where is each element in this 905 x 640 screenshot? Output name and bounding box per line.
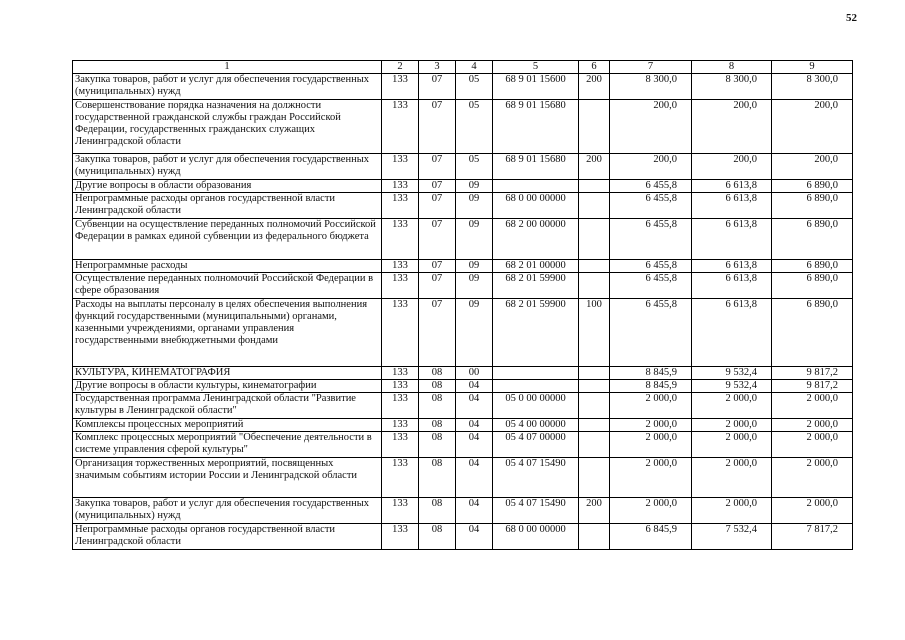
cell-col-6 (579, 458, 610, 498)
cell-col-9: 9 817,2 (772, 367, 853, 380)
cell-col-5 (493, 380, 579, 393)
cell-row-name: Государственная программа Ленинградской области "Развитие культуры в Ленинградской области" (73, 393, 382, 419)
table-row (73, 260, 853, 273)
cell-col-2: 133 (382, 367, 419, 380)
column-header: 2 (382, 61, 419, 74)
cell-col-3: 07 (419, 100, 456, 154)
cell-row-name: Непрограммные расходы (73, 260, 382, 273)
cell-col-8: 6 613,8 (692, 299, 772, 367)
cell-col-3: 08 (419, 524, 456, 550)
cell-col-8: 9 532,4 (692, 380, 772, 393)
column-header: 6 (579, 61, 610, 74)
cell-col-4: 04 (456, 380, 493, 393)
table-row (73, 193, 853, 219)
cell-col-8: 6 613,8 (692, 180, 772, 193)
cell-col-4: 09 (456, 299, 493, 367)
budget-table (72, 60, 853, 550)
table-row (73, 367, 853, 380)
cell-row-name: Другие вопросы в области образования (73, 180, 382, 193)
cell-col-8: 6 613,8 (692, 193, 772, 219)
cell-col-9: 6 890,0 (772, 273, 853, 299)
cell-col-7: 6 455,8 (610, 260, 692, 273)
cell-col-8: 6 613,8 (692, 273, 772, 299)
cell-col-5: 68 0 00 00000 (493, 524, 579, 550)
cell-col-4: 04 (456, 498, 493, 524)
cell-col-4: 09 (456, 260, 493, 273)
cell-col-4: 04 (456, 458, 493, 498)
cell-col-4: 04 (456, 419, 493, 432)
cell-col-6: 200 (579, 154, 610, 180)
column-header: 7 (610, 61, 692, 74)
cell-col-4: 04 (456, 393, 493, 419)
cell-col-2: 133 (382, 458, 419, 498)
cell-col-8: 7 532,4 (692, 524, 772, 550)
cell-col-7: 8 845,9 (610, 380, 692, 393)
cell-col-2: 133 (382, 260, 419, 273)
cell-col-6 (579, 273, 610, 299)
cell-col-3: 07 (419, 154, 456, 180)
cell-col-5: 05 4 07 15490 (493, 458, 579, 498)
cell-col-8: 2 000,0 (692, 419, 772, 432)
table-row (73, 380, 853, 393)
table-row (73, 419, 853, 432)
table-row (73, 458, 853, 498)
cell-col-9: 2 000,0 (772, 458, 853, 498)
cell-col-6: 200 (579, 498, 610, 524)
cell-col-2: 133 (382, 154, 419, 180)
cell-col-7: 2 000,0 (610, 458, 692, 498)
cell-col-3: 07 (419, 74, 456, 100)
page-number: 52 (846, 12, 857, 24)
cell-col-2: 133 (382, 498, 419, 524)
cell-col-7: 200,0 (610, 154, 692, 180)
cell-col-6 (579, 524, 610, 550)
cell-col-5: 68 9 01 15600 (493, 74, 579, 100)
table-row (73, 273, 853, 299)
cell-col-7: 6 455,8 (610, 219, 692, 260)
cell-col-7: 200,0 (610, 100, 692, 154)
header-row (73, 61, 853, 74)
cell-col-9: 200,0 (772, 154, 853, 180)
cell-col-5 (493, 180, 579, 193)
cell-row-name: Другие вопросы в области культуры, кинематографии (73, 380, 382, 393)
cell-col-2: 133 (382, 524, 419, 550)
cell-col-4: 04 (456, 524, 493, 550)
cell-col-3: 08 (419, 367, 456, 380)
cell-col-9: 7 817,2 (772, 524, 853, 550)
cell-col-5: 68 0 00 00000 (493, 193, 579, 219)
cell-row-name: Закупка товаров, работ и услуг для обеспечения государственных (муниципальных) нужд (73, 74, 382, 100)
cell-col-7: 2 000,0 (610, 432, 692, 458)
cell-col-6 (579, 260, 610, 273)
cell-col-3: 07 (419, 180, 456, 193)
cell-col-8: 200,0 (692, 154, 772, 180)
cell-col-2: 133 (382, 100, 419, 154)
cell-col-8: 2 000,0 (692, 498, 772, 524)
cell-col-4: 09 (456, 219, 493, 260)
cell-col-2: 133 (382, 219, 419, 260)
cell-row-name: Субвенции на осуществление переданных полномочий Российской Федерации в рамках единой субвенции из федерального бюджета (73, 219, 382, 260)
table-row (73, 432, 853, 458)
cell-col-4: 09 (456, 273, 493, 299)
cell-col-7: 6 455,8 (610, 180, 692, 193)
cell-col-5: 68 2 01 59900 (493, 273, 579, 299)
cell-col-7: 8 845,9 (610, 367, 692, 380)
cell-col-8: 8 300,0 (692, 74, 772, 100)
column-header: 9 (772, 61, 853, 74)
cell-col-4: 09 (456, 180, 493, 193)
table-row (73, 219, 853, 260)
cell-col-9: 2 000,0 (772, 393, 853, 419)
cell-col-6 (579, 193, 610, 219)
column-header: 1 (73, 61, 382, 74)
cell-row-name: Закупка товаров, работ и услуг для обеспечения государственных (муниципальных) нужд (73, 154, 382, 180)
cell-row-name: Закупка товаров, работ и услуг для обеспечения государственных (муниципальных) нужд (73, 498, 382, 524)
table-row (73, 100, 853, 154)
cell-col-9: 2 000,0 (772, 419, 853, 432)
table-row (73, 498, 853, 524)
table-row (73, 299, 853, 367)
cell-col-7: 6 455,8 (610, 273, 692, 299)
cell-col-6 (579, 432, 610, 458)
cell-col-8: 9 532,4 (692, 367, 772, 380)
cell-col-6 (579, 100, 610, 154)
cell-col-5: 68 2 00 00000 (493, 219, 579, 260)
cell-col-9: 6 890,0 (772, 180, 853, 193)
cell-col-6 (579, 419, 610, 432)
cell-col-8: 2 000,0 (692, 432, 772, 458)
cell-col-8: 6 613,8 (692, 260, 772, 273)
cell-col-9: 2 000,0 (772, 498, 853, 524)
cell-row-name: Осуществление переданных полномочий Российской Федерации в сфере образования (73, 273, 382, 299)
cell-col-4: 05 (456, 100, 493, 154)
cell-col-5: 05 0 00 00000 (493, 393, 579, 419)
cell-col-3: 08 (419, 419, 456, 432)
cell-col-5: 05 4 07 15490 (493, 498, 579, 524)
cell-col-6: 200 (579, 74, 610, 100)
cell-col-5: 68 9 01 15680 (493, 100, 579, 154)
column-header: 5 (493, 61, 579, 74)
cell-col-6 (579, 393, 610, 419)
cell-col-2: 133 (382, 432, 419, 458)
cell-col-8: 6 613,8 (692, 219, 772, 260)
table-row (73, 524, 853, 550)
cell-col-9: 6 890,0 (772, 219, 853, 260)
cell-col-3: 07 (419, 273, 456, 299)
cell-col-7: 6 455,8 (610, 193, 692, 219)
column-header: 4 (456, 61, 493, 74)
cell-row-name: Непрограммные расходы органов государственной власти Ленинградской области (73, 193, 382, 219)
cell-col-8: 200,0 (692, 100, 772, 154)
cell-row-name: Расходы на выплаты персоналу в целях обеспечения выполнения функций государственными (муниципальными) органами, казенными учреждениями, органами управления государственными внебюджетными фондами (73, 299, 382, 367)
cell-col-9: 200,0 (772, 100, 853, 154)
cell-col-6 (579, 380, 610, 393)
table-row (73, 393, 853, 419)
cell-col-7: 8 300,0 (610, 74, 692, 100)
cell-col-6: 100 (579, 299, 610, 367)
cell-row-name: КУЛЬТУРА, КИНЕМАТОГРАФИЯ (73, 367, 382, 380)
cell-col-2: 133 (382, 180, 419, 193)
cell-col-9: 9 817,2 (772, 380, 853, 393)
cell-col-4: 05 (456, 154, 493, 180)
cell-col-2: 133 (382, 393, 419, 419)
cell-row-name: Комплекс процессных мероприятий "Обеспечение деятельности в системе управления сферой культуры" (73, 432, 382, 458)
table-row (73, 74, 853, 100)
cell-col-2: 133 (382, 193, 419, 219)
cell-col-2: 133 (382, 419, 419, 432)
cell-row-name: Непрограммные расходы органов государственной власти Ленинградской области (73, 524, 382, 550)
cell-col-9: 6 890,0 (772, 193, 853, 219)
cell-col-2: 133 (382, 74, 419, 100)
column-header: 8 (692, 61, 772, 74)
cell-col-3: 07 (419, 299, 456, 367)
cell-col-2: 133 (382, 273, 419, 299)
cell-col-5: 68 2 01 59900 (493, 299, 579, 367)
cell-col-4: 04 (456, 432, 493, 458)
cell-col-3: 07 (419, 219, 456, 260)
cell-col-4: 09 (456, 193, 493, 219)
cell-col-7: 6 845,9 (610, 524, 692, 550)
cell-col-5: 68 9 01 15680 (493, 154, 579, 180)
cell-col-2: 133 (382, 299, 419, 367)
cell-col-4: 00 (456, 367, 493, 380)
cell-col-3: 08 (419, 432, 456, 458)
cell-col-3: 08 (419, 458, 456, 498)
cell-row-name: Комплексы процессных мероприятий (73, 419, 382, 432)
cell-col-5: 05 4 07 00000 (493, 432, 579, 458)
cell-col-9: 2 000,0 (772, 432, 853, 458)
cell-col-5 (493, 367, 579, 380)
cell-col-7: 2 000,0 (610, 498, 692, 524)
cell-col-2: 133 (382, 380, 419, 393)
cell-col-7: 2 000,0 (610, 393, 692, 419)
cell-col-9: 6 890,0 (772, 299, 853, 367)
cell-col-9: 8 300,0 (772, 74, 853, 100)
cell-col-5: 05 4 00 00000 (493, 419, 579, 432)
cell-col-8: 2 000,0 (692, 458, 772, 498)
cell-col-4: 05 (456, 74, 493, 100)
cell-col-5: 68 2 01 00000 (493, 260, 579, 273)
cell-col-3: 08 (419, 498, 456, 524)
cell-row-name: Совершенствование порядка назначения на должности государственной гражданской службы граждан Российской Федерации, государственных гражданских служащих Ленинградской области (73, 100, 382, 154)
cell-col-7: 6 455,8 (610, 299, 692, 367)
cell-col-9: 6 890,0 (772, 260, 853, 273)
cell-col-6 (579, 219, 610, 260)
table-row (73, 180, 853, 193)
table-row (73, 154, 853, 180)
cell-col-6 (579, 367, 610, 380)
column-header: 3 (419, 61, 456, 74)
cell-col-3: 08 (419, 380, 456, 393)
cell-row-name: Организация торжественных мероприятий, посвященных значимым событиям истории России и Ленинградской области (73, 458, 382, 498)
cell-col-3: 08 (419, 393, 456, 419)
cell-col-3: 07 (419, 193, 456, 219)
cell-col-8: 2 000,0 (692, 393, 772, 419)
cell-col-6 (579, 180, 610, 193)
cell-col-3: 07 (419, 260, 456, 273)
cell-col-7: 2 000,0 (610, 419, 692, 432)
